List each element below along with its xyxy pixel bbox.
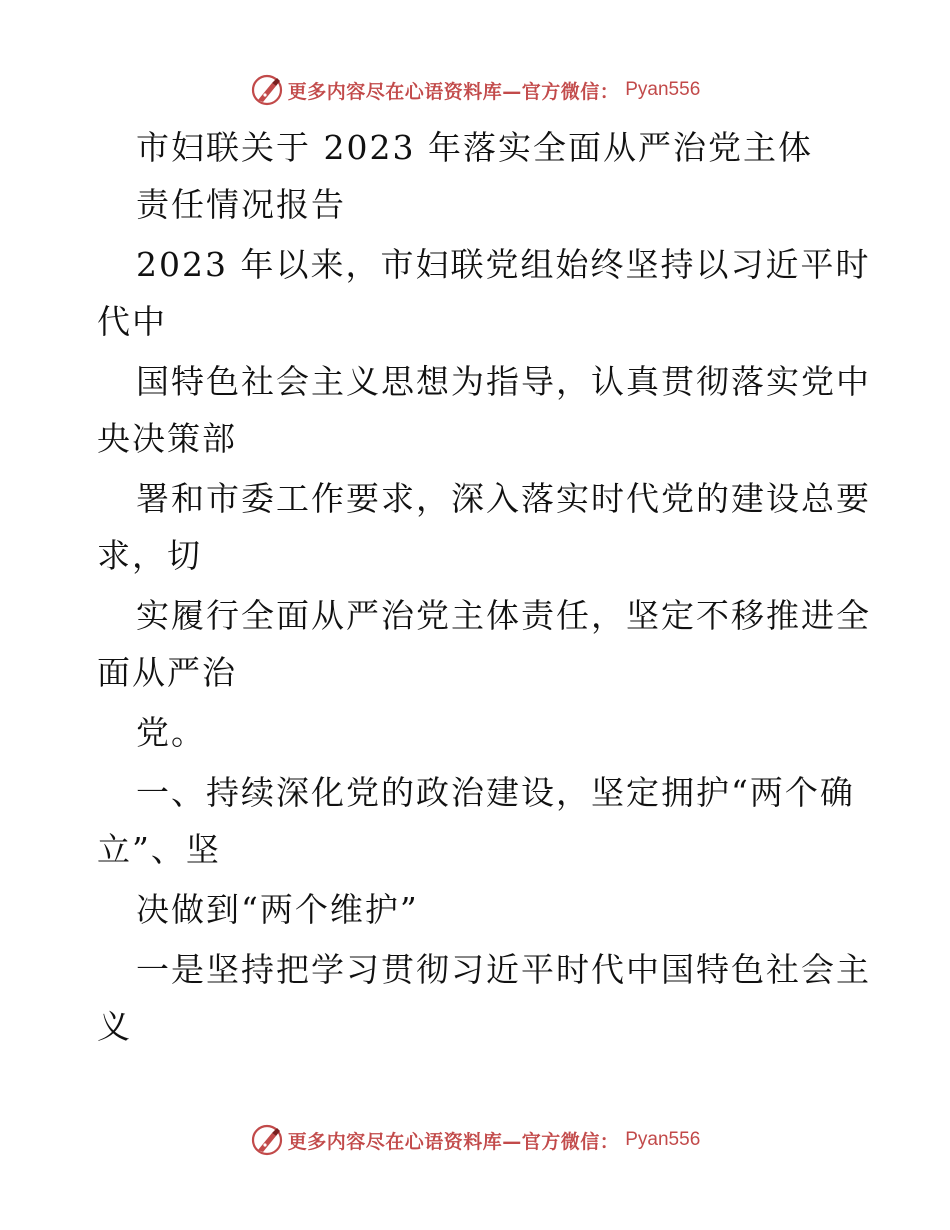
paragraph-line: 代中: [97, 302, 167, 341]
section-heading-line: 决做到“两个维护”: [136, 890, 419, 929]
footer-watermark-brand: Pyan556: [625, 1129, 701, 1150]
paragraph-line: 党。: [136, 713, 206, 752]
paragraph-line: 实履行全面从严治党主体责任，坚定不移推进全: [136, 596, 871, 635]
header-watermark-banner: [0, 70, 950, 110]
paragraph-line: 义: [97, 1007, 132, 1046]
paragraph-line: 2023 年以来，市妇联党组始终坚持以习近平时: [136, 245, 871, 284]
header-watermark-brand: Pyan556: [625, 79, 701, 100]
document-title-line-2: 责任情况报告: [136, 185, 346, 224]
section-heading-line: 一、持续深化党的政治建设，坚定拥护“两个确: [136, 773, 855, 812]
section-heading-line: 立”、坚: [97, 830, 221, 869]
paragraph-line: 国特色社会主义思想为指导，认真贯彻落实党中: [136, 362, 871, 401]
paragraph-line: 面从严治: [97, 653, 237, 692]
paragraph-line: 央决策部: [97, 419, 237, 458]
paragraph-line: 一是坚持把学习贯彻习近平时代中国特色社会主: [136, 950, 871, 989]
footer-watermark-text: 更多内容尽在心语资料库—官方微信：: [287, 1130, 620, 1153]
paragraph-line: 署和市委工作要求，深入落实时代党的建设总要: [136, 479, 871, 518]
footer-watermark-banner: [0, 1120, 950, 1160]
header-watermark-text: 更多内容尽在心语资料库—官方微信：: [287, 80, 620, 103]
document-title-line-1: 市妇联关于 2023 年落实全面从严治党主体: [136, 128, 813, 167]
paragraph-line: 求，切: [97, 536, 202, 575]
fountain-pen-logo-icon: [250, 1123, 284, 1157]
fountain-pen-logo-icon: [250, 73, 284, 107]
